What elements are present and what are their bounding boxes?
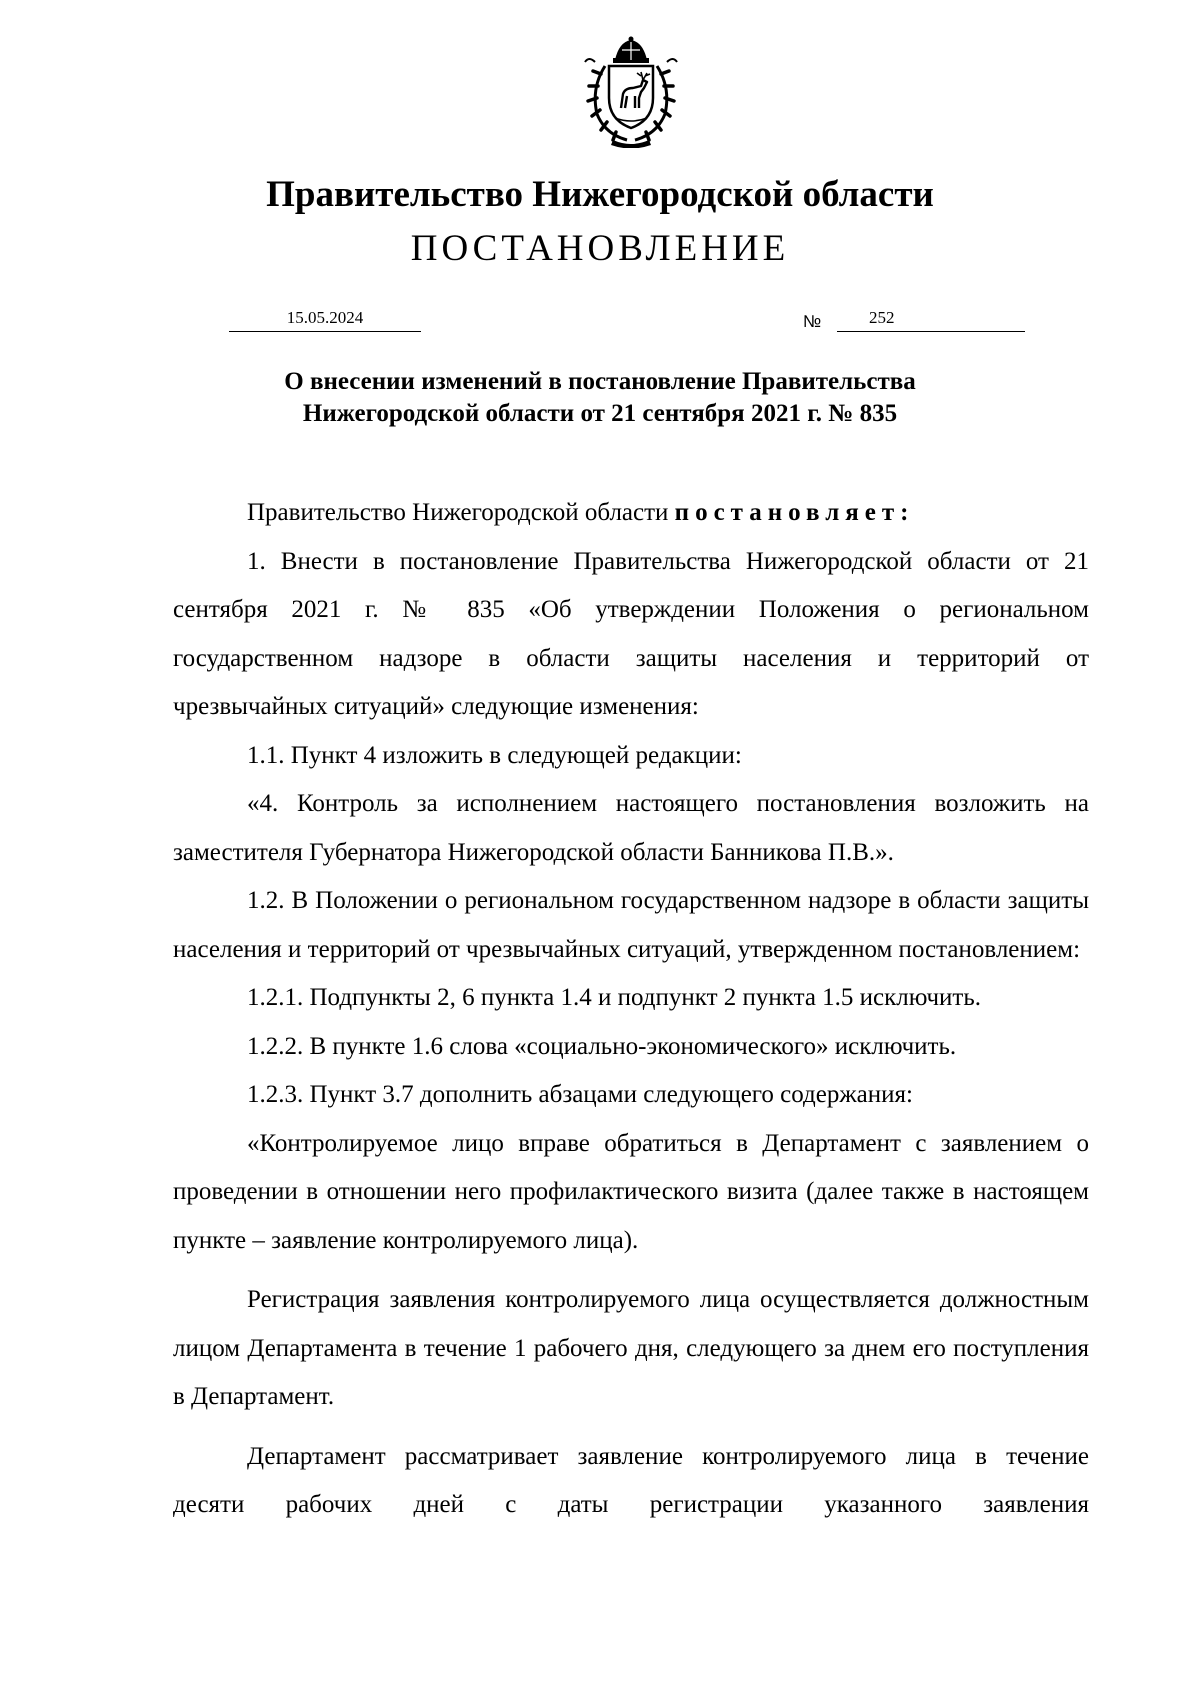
paragraph-quote-1: «Контролируемое лицо вправе обратиться в Департамент с заявлением о проведении в отношении него профилактического визита (далее также в настоящем пункте – заявление контролируемого лица).: [173, 1129, 1089, 1254]
preamble: [173, 489, 1089, 538]
document-body: [173, 489, 1089, 1530]
paragraph-1-2: 1.2. В Положении о региональном государственном надзоре в области защиты населения и территорий от чрезвычайных ситуаций, утвержденном постановлением:: [173, 887, 1089, 963]
document-subject: [0, 366, 1200, 430]
subject-line-2: Нижегородской области от 21 сентября 2021 г. № 835: [302, 400, 898, 427]
paragraph-1-2-2: 1.2.2. В пункте 1.6 слова «социально-экономического» исключить.: [247, 1032, 957, 1060]
paragraph-1-1-quote: «4. Контроль за исполнением настоящего постановления возложить на заместителя Губернатора Нижегородской области Банникова П.В.».: [173, 790, 1089, 866]
date-number-row: [0, 305, 1200, 337]
paragraph-1-1: 1.1. Пункт 4 изложить в следующей редакции:: [247, 741, 742, 769]
subject-line-1: О внесении изменений в постановление Правительства: [284, 368, 916, 395]
number-sign: №: [803, 312, 822, 331]
paragraph-1-2-3: 1.2.3. Пункт 3.7 дополнить абзацами следующего содержания:: [247, 1081, 913, 1108]
paragraph-quote-2: Регистрация заявления контролируемого лица осуществляется должностным лицом Департамента в течение 1 рабочего дня, следующего за днем его поступления в Департамент.: [173, 1286, 1089, 1410]
document-date: [229, 305, 421, 332]
document-type: ПОСТАНОВЛЕНИЕ: [410, 228, 790, 269]
paragraph-1: 1. Внести в постановление Правительства Нижегородской области от 21 сентября 2021 г. № 835 «Об утверждении Положения о региональном государственном надзоре в области защиты населения и территорий от чрезвычайных ситуаций» следующие изменения:: [173, 547, 1089, 720]
preamble-text: Правительство Нижегородской области: [247, 499, 675, 526]
paragraph-quote-3: Департамент рассматривает заявление контролируемого лица в течение десяти рабочих дней с даты регистрации указанного заявления: [173, 1442, 1089, 1518]
document-date-value: 15.05.2024: [286, 308, 364, 327]
paragraph-1-2-1: 1.2.1. Подпункты 2, 6 пункта 1.4 и подпункт 2 пункта 1.5 исключить.: [247, 984, 982, 1011]
government-title: Правительство Нижегородской области: [266, 174, 934, 215]
preamble-verb: постановляет:: [674, 499, 915, 526]
coat-of-arms-icon: [571, 36, 691, 148]
document-number: [837, 305, 1025, 332]
document-number-value: 252: [869, 308, 895, 327]
